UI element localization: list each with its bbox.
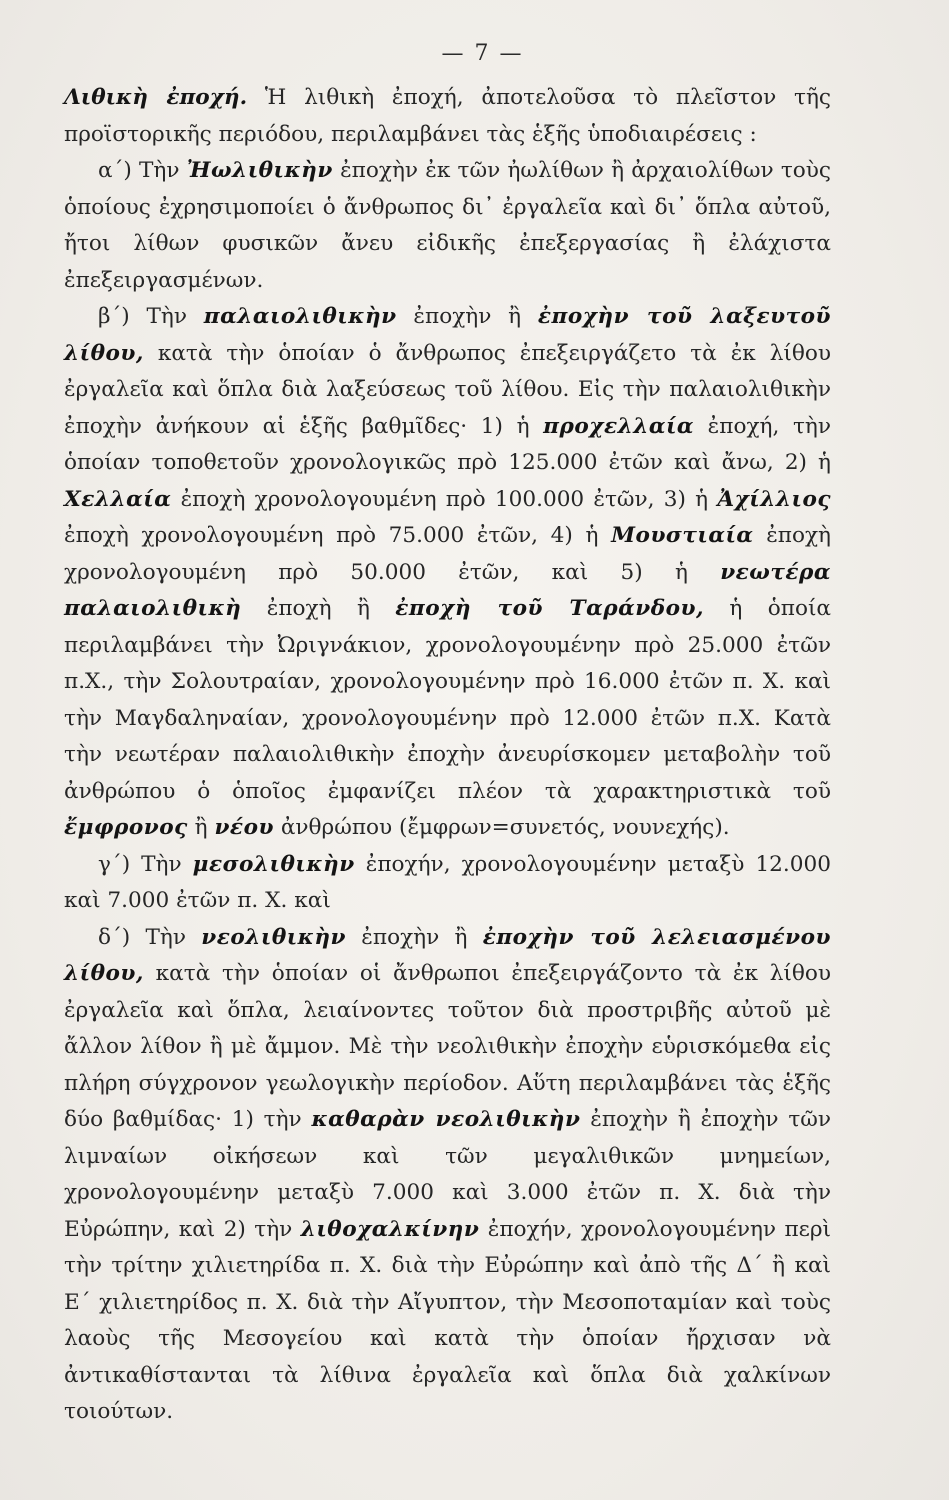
- text-run: ἐποχήν, χρονολογουμένην περὶ τὴν τρίτην χιλιετηρίδα π. Χ. διὰ τὴν Εὐρώπην καὶ ἀπὸ τῆς Δ΄ ἢ καὶ Ε΄ χιλιετηρίδος π. Χ. διὰ τὴν Αἴγυπτον, τὴν Μεσοποταμίαν καὶ τοὺς λαοὺς τῆς Μεσογείου καὶ κατὰ τὴν ὁποίαν ἤρχισαν νὰ ἀντικαθίστανται τὰ λίθινα ἐργαλεῖα καὶ ὅπλα διὰ χαλκίνων τοιούτων.: [64, 1216, 831, 1424]
- emphasized-term: λιθοχαλκίνην: [300, 1216, 480, 1242]
- text-run: ἢ: [187, 815, 215, 840]
- emphasized-term: Χελλαία: [64, 486, 172, 512]
- text-run: ἐποχὴ ἢ: [241, 596, 396, 621]
- emphasized-term: Ἠωλιθικὴν: [186, 158, 333, 183]
- emphasized-term: νεωτέρα παλαιολιθικὴ: [64, 559, 831, 621]
- emphasized-term: παλαιολιθικὴν: [203, 304, 397, 329]
- text-run: κατὰ τὴν ὁποίαν ὁ ἄνθρωπος ἐπεξειργάζετο τὰ ἐκ λίθου ἐργαλεῖα καὶ ὅπλα διὰ λαξεύσεως τοῦ λίθου. Εἰς τὴν παλαιολιθικὴν ἐποχὴν ἀνήκουν αἱ ἑξῆς βαθμῖδες· 1) ἡ: [64, 340, 831, 439]
- text-run: α΄) Τὴν: [98, 158, 187, 183]
- paragraph: [64, 80, 831, 153]
- text-run: ἡ ὁποία περιλαμβάνει τὴν Ὠριγνάκιον, χρονολογουμένην πρὸ 25.000 ἐτῶν π.Χ., τὴν Σολουτραίαν, χρονολογουμένην πρὸ 16.000 ἐτῶν π. Χ. καὶ τὴν Μαγδαληναίαν, χρονολογουμένην πρὸ 12.000 ἐτῶν π.Χ. Κατὰ τὴν νεωτέραν παλαιολιθικὴν ἐποχὴν ἀνευρίσκομεν μεταβολὴν τοῦ ἀνθρώπου ὁ ὁποῖος ἐμφανίζει πλέον τὰ χαρακτηριστικὰ τοῦ: [64, 596, 831, 804]
- section-heading: Λιθικὴ ἐποχή.: [64, 85, 248, 110]
- emphasized-term: μεσολιθικὴν: [192, 851, 355, 877]
- text-run: ἐποχή, τὴν ὁποίαν τοποθετοῦν χρονολογικῶς πρὸ 125.000 ἐτῶν καὶ ἄνω, 2) ἡ: [64, 413, 832, 475]
- text-run: Ἡ λιθικὴ ἐποχή, ἀποτελοῦσα τὸ πλεῖστον τῆς προϊστορικῆς περιόδου, περιλαμβάνει τὰς ἑξῆς ὑποδιαιρέσεις :: [64, 85, 831, 147]
- emphasized-term: ἐποχὴν τοῦ λελειασμένου λίθου,: [64, 924, 831, 986]
- text-run: ἐποχὴν ἢ ἐποχὴν τῶν λιμναίων οἰκήσεων καὶ τῶν μεγαλιθικῶν μνημείων, χρονολογουμένην μεταξὺ 7.000 καὶ 3.000 ἐτῶν π. Χ. διὰ τὴν Εὐρώπην, καὶ 2) τὴν: [64, 1107, 832, 1242]
- text-run: κατὰ τὴν ὁποίαν οἱ ἄνθρωποι ἐπεξειργάζοντο τὰ ἐκ λίθου ἐργαλεῖα καὶ ὅπλα, λειαίνοντες τοῦτον διὰ προστριβῆς αὐτοῦ μὲ ἄλλον λίθον ἢ μὲ ἄμμον. Μὲ τὴν νεολιθικὴν ἐποχὴν εὑρισκόμεθα εἰς πλήρη σύγχρονον γεωλογικὴν περίοδον. Αὕτη περιλαμβάνει τὰς ἑξῆς δύο βαθμίδας· 1) τὴν: [64, 961, 831, 1132]
- emphasized-term: νεολιθικὴν: [201, 924, 347, 950]
- text-run: ἐποχὴν ἢ: [396, 304, 538, 329]
- paragraph: [64, 153, 831, 299]
- text-run: γ΄) Τὴν: [98, 851, 193, 877]
- emphasized-term: ἐποχὴν τοῦ λαξευτοῦ λίθου,: [64, 304, 831, 366]
- paragraph: [64, 847, 831, 920]
- body-text: [64, 80, 831, 1431]
- text-run: ἐποχὴν ἢ: [346, 924, 483, 950]
- page-number: — 7 —: [441, 41, 524, 66]
- text-run: δ΄) Τὴν: [98, 924, 202, 950]
- text-run: ἐποχήν, χρονολογουμένην μεταξὺ 12.000 καὶ 7.000 ἐτῶν π. Χ. καὶ: [64, 851, 831, 913]
- text-run: β΄) Τὴν: [98, 304, 204, 329]
- emphasized-term: ἐποχὴ τοῦ Ταράνδου,: [395, 596, 705, 621]
- paragraph: [64, 920, 831, 1431]
- emphasized-term: ἔμφρονος: [64, 815, 188, 840]
- emphasized-term: Μουστιαία: [611, 523, 754, 548]
- emphasized-term: καθαρὰν νεολιθικὴν: [311, 1107, 581, 1132]
- text-run: ἐποχὴ χρονολογουμένη πρὸ 50.000 ἐτῶν, καὶ 5) ἡ: [64, 523, 831, 585]
- text-run: ἐποχὴ χρονολογουμένη πρὸ 100.000 ἐτῶν, 3) ἡ: [171, 486, 718, 512]
- emphasized-term: νέου: [214, 815, 274, 840]
- emphasized-term: Ἀχίλλιος: [717, 486, 831, 512]
- emphasized-term: προχελλαία: [543, 413, 695, 439]
- text-run: ἐποχὴν ἐκ τῶν ἠωλίθων ἢ ἀρχαιολίθων τοὺς ὁποίους ἐχρησιμοποίει ὁ ἄνθρωπος δι᾽ ἐργαλεῖα καὶ δι᾽ ὅπλα αὐτοῦ, ἤτοι λίθων φυσικῶν ἄνευ εἰδικῆς ἐπεξεργασίας ἢ ἐλάχιστα ἐπεξειργασμένων.: [64, 158, 831, 293]
- text-run: ἀνθρώπου (ἔμφρων=συνετός, νουνεχής).: [273, 815, 730, 840]
- text-run: ἐποχὴ χρονολογουμένη πρὸ 75.000 ἐτῶν, 4) ἡ: [64, 523, 612, 548]
- paragraph: [64, 299, 831, 847]
